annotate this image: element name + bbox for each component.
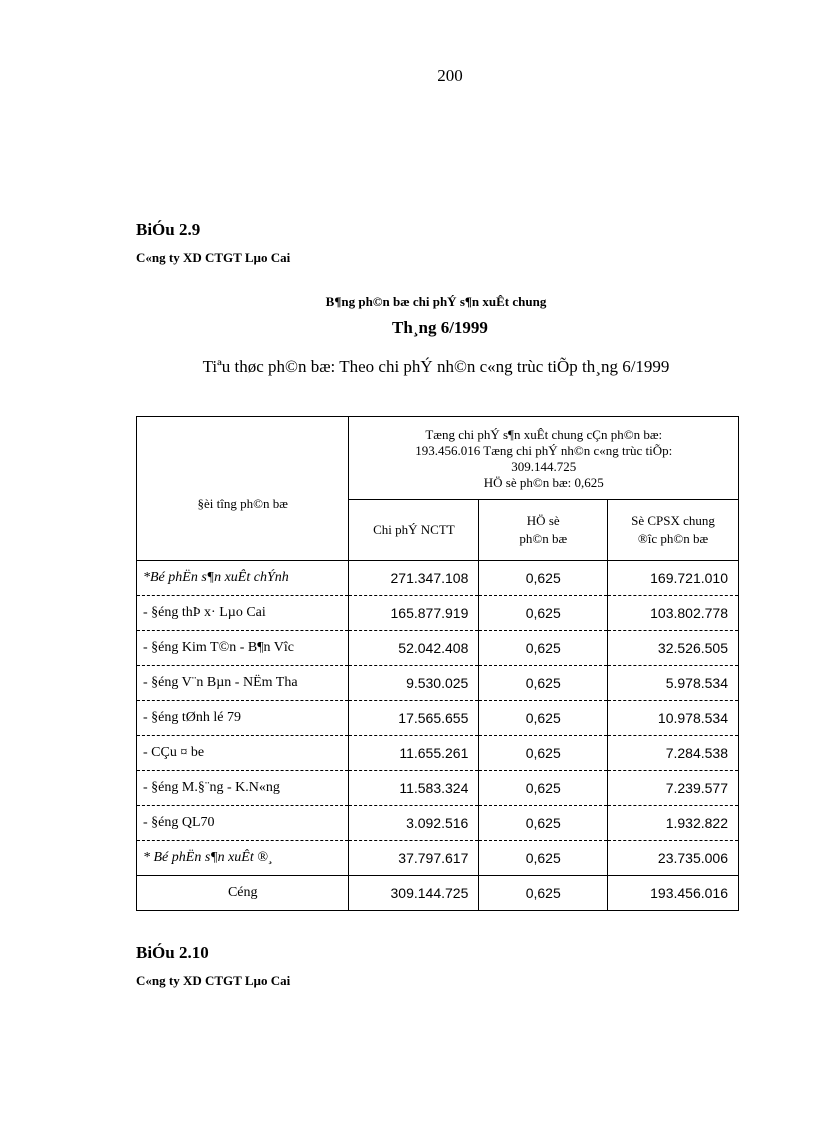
row-label: - §éng V¨n Bµn - NËm Tha bbox=[137, 666, 349, 701]
header-col-nctt bbox=[349, 500, 479, 561]
row-label: * Bé phËn s¶n xuÊt ®¸ bbox=[137, 841, 349, 876]
row-label: - §éng QL70 bbox=[137, 806, 349, 841]
row-alloc: 7.239.577 bbox=[608, 771, 739, 806]
table-row bbox=[137, 841, 739, 876]
form-1-company: C«ng ty XD CTGT Lµo Cai bbox=[136, 250, 291, 265]
form-2-title: BiÓu 2.10 bbox=[136, 943, 209, 962]
table-row bbox=[137, 771, 739, 806]
total-label: Céng bbox=[137, 876, 349, 911]
row-coef: 0,625 bbox=[479, 771, 608, 806]
row-label: - CÇu ¤ be bbox=[137, 736, 349, 771]
header-col-coef-line: HÖ sè bbox=[526, 513, 560, 528]
allocation-criteria: Tiªu thøc ph©n bæ: Theo chi phÝ nh©n c«ng trùc tiÕp th¸ng 6/1999 bbox=[202, 357, 670, 376]
row-label: - §éng tØnh lé 79 bbox=[137, 701, 349, 736]
row-nctt: 3.092.516 bbox=[349, 806, 479, 841]
row-coef: 0,625 bbox=[479, 596, 608, 631]
row-nctt: 11.583.324 bbox=[349, 771, 479, 806]
page-number: 200 bbox=[437, 66, 463, 85]
header-criteria-line: 193.456.016 Tæng chi phÝ nh©n c«ng trùc tiÕp: bbox=[415, 443, 673, 458]
table-title: B¶ng ph©n bæ chi phÝ s¶n xuÊt chung bbox=[325, 294, 547, 309]
form-2-company: C«ng ty XD CTGT Lµo Cai bbox=[136, 973, 291, 988]
header-criteria-line: 309.144.725 bbox=[511, 459, 577, 474]
total-alloc: 193.456.016 bbox=[608, 876, 739, 911]
row-label: - §éng thÞ x· Lµo Cai bbox=[137, 596, 349, 631]
form-1-title: BiÓu 2.9 bbox=[136, 220, 201, 239]
row-nctt: 17.565.655 bbox=[349, 701, 479, 736]
table-row bbox=[137, 701, 739, 736]
row-nctt: 37.797.617 bbox=[349, 841, 479, 876]
row-alloc: 32.526.505 bbox=[608, 631, 739, 666]
row-coef: 0,625 bbox=[479, 561, 608, 596]
header-col-alloc-line: ®îc ph©n bæ bbox=[637, 531, 709, 546]
row-alloc: 169.721.010 bbox=[608, 561, 739, 596]
row-alloc: 1.932.822 bbox=[608, 806, 739, 841]
header-col-nctt-label: Chi phÝ NCTT bbox=[373, 522, 455, 537]
row-alloc: 7.284.538 bbox=[608, 736, 739, 771]
row-label: - §éng M.§¨ng - K.N«ng bbox=[137, 771, 349, 806]
row-coef: 0,625 bbox=[479, 841, 608, 876]
row-label: - §éng Kim T©n - B¶n Vîc bbox=[137, 631, 349, 666]
row-alloc: 5.978.534 bbox=[608, 666, 739, 701]
row-nctt: 165.877.919 bbox=[349, 596, 479, 631]
row-alloc: 10.978.534 bbox=[608, 701, 739, 736]
header-col-alloc-line: Sè CPSX chung bbox=[631, 513, 715, 528]
header-col-alloc bbox=[608, 500, 739, 561]
row-coef: 0,625 bbox=[479, 631, 608, 666]
table-row bbox=[137, 736, 739, 771]
row-alloc: 23.735.006 bbox=[608, 841, 739, 876]
header-target-label: §èi tîng ph©n bæ bbox=[197, 495, 288, 511]
table-body bbox=[137, 561, 739, 876]
allocation-table bbox=[136, 416, 739, 911]
header-target bbox=[137, 417, 349, 561]
table-row bbox=[137, 666, 739, 701]
row-nctt: 52.042.408 bbox=[349, 631, 479, 666]
total-coef: 0,625 bbox=[479, 876, 608, 911]
row-nctt: 271.347.108 bbox=[349, 561, 479, 596]
row-nctt: 11.655.261 bbox=[349, 736, 479, 771]
row-coef: 0,625 bbox=[479, 806, 608, 841]
table-row bbox=[137, 596, 739, 631]
table-total-row bbox=[137, 876, 739, 911]
row-coef: 0,625 bbox=[479, 701, 608, 736]
table-row bbox=[137, 561, 739, 596]
table-row bbox=[137, 806, 739, 841]
row-alloc: 103.802.778 bbox=[608, 596, 739, 631]
row-coef: 0,625 bbox=[479, 736, 608, 771]
header-criteria bbox=[349, 417, 739, 500]
row-coef: 0,625 bbox=[479, 666, 608, 701]
table-row bbox=[137, 631, 739, 666]
header-col-coef-line: ph©n bæ bbox=[519, 531, 568, 546]
header-criteria-line: HÖ sè ph©n bæ: 0,625 bbox=[483, 475, 604, 490]
table-month: Th¸ng 6/1999 bbox=[392, 318, 488, 337]
row-label: *Bé phËn s¶n xuÊt chÝnh bbox=[137, 561, 349, 596]
row-nctt: 9.530.025 bbox=[349, 666, 479, 701]
total-nctt: 309.144.725 bbox=[349, 876, 479, 911]
header-col-coef bbox=[479, 500, 608, 561]
header-criteria-line: Tæng chi phÝ s¶n xuÊt chung cÇn ph©n bæ: bbox=[425, 427, 663, 442]
